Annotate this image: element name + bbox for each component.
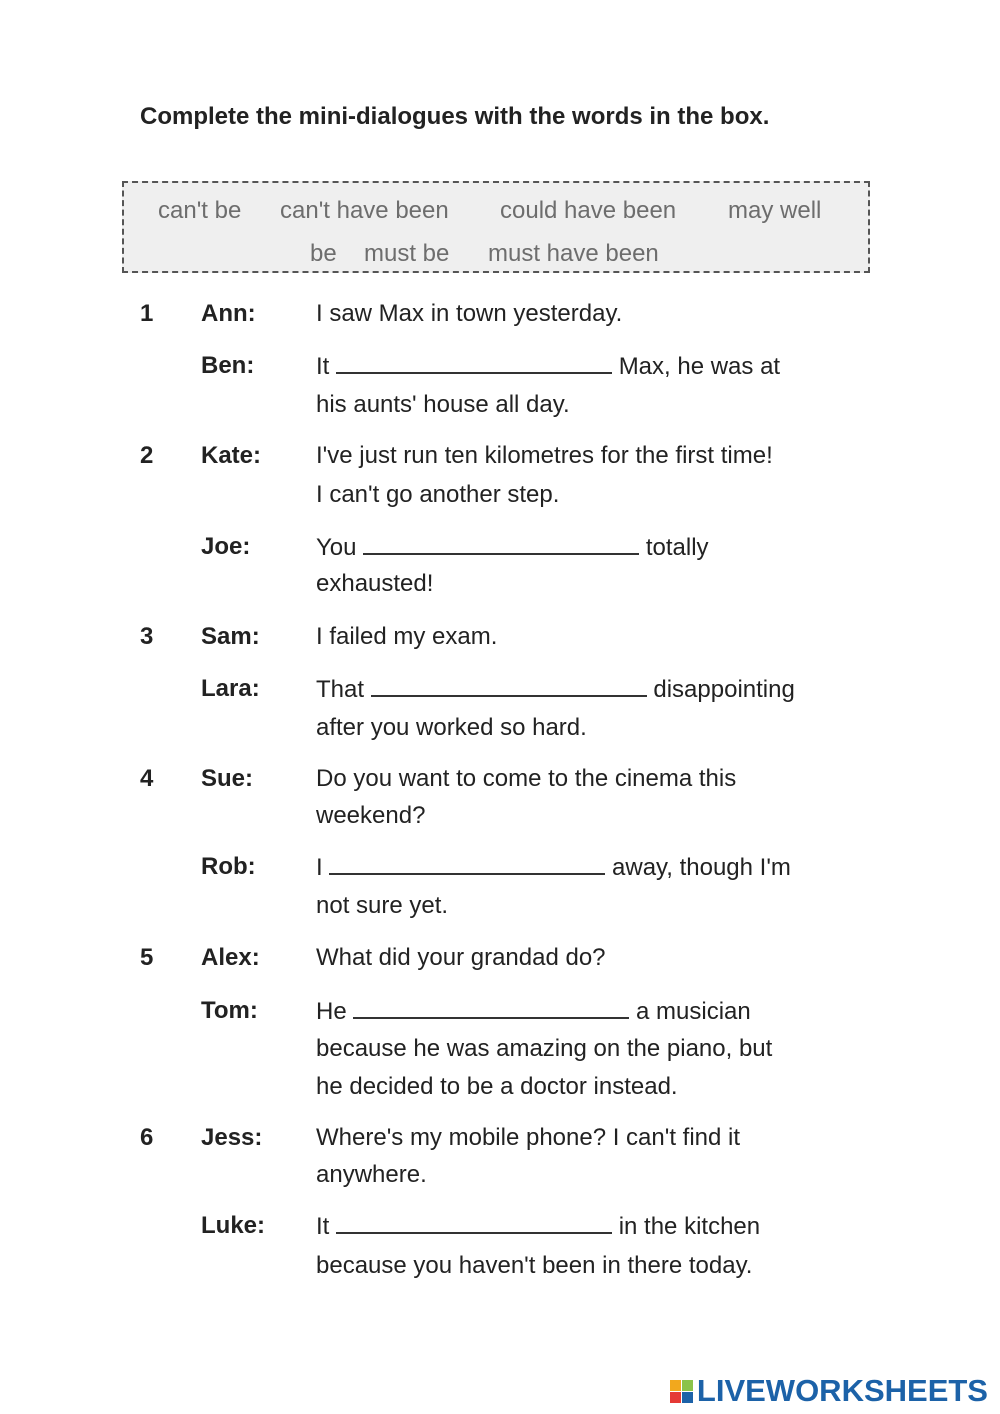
word-box (122, 181, 870, 273)
answer-blank[interactable] (363, 533, 639, 555)
dialogue-number: 6 (140, 1124, 154, 1151)
logo-square (682, 1380, 693, 1391)
gap-line (316, 853, 791, 882)
instructions: Complete the mini-dialogues with the words in the box. (140, 103, 770, 130)
gap-line (316, 675, 795, 704)
word-option: can't have been (280, 197, 449, 224)
gap-line (316, 997, 751, 1026)
gap-after-text: in the kitchen (618, 1213, 761, 1240)
answer-blank[interactable] (329, 853, 605, 875)
word-option-part1: may well (728, 197, 822, 224)
speaker-name: Rob: (201, 853, 256, 880)
dialogue-line: I saw Max in town yesterday. (316, 300, 623, 327)
speaker-name: Sam: (201, 623, 260, 650)
speaker-name: Tom: (201, 997, 258, 1024)
dialogue-number: 1 (140, 300, 154, 327)
gap-line (316, 352, 780, 381)
logo-square (670, 1392, 681, 1403)
speaker-name: Joe: (201, 533, 251, 560)
dialogue-line: anywhere. (316, 1161, 427, 1188)
dialogue-line: I failed my exam. (316, 623, 498, 650)
dialogue-line: I can't go another step. (316, 481, 560, 508)
gap-before-text: It (316, 1213, 330, 1240)
answer-blank[interactable] (336, 352, 612, 374)
gap-before-text: You (316, 534, 357, 561)
dialogue-number: 4 (140, 765, 154, 792)
dialogue-number: 2 (140, 442, 154, 469)
logo-square (670, 1380, 681, 1391)
word-option: must have been (488, 240, 659, 267)
speaker-name: Jess: (201, 1124, 263, 1151)
dialogue-line: his aunts' house all day. (316, 391, 570, 418)
gap-after-text: disappointing (653, 676, 795, 703)
dialogue-line: weekend? (316, 802, 426, 829)
word-option-part2: be (310, 240, 337, 267)
logo-square (682, 1392, 693, 1403)
speaker-name: Luke: (201, 1212, 266, 1239)
gap-before-text: He (316, 998, 347, 1025)
dialogue-line: because he was amazing on the piano, but (316, 1035, 773, 1062)
speaker-name: Sue: (201, 765, 254, 792)
dialogue-line: because you haven't been in there today. (316, 1252, 753, 1279)
word-option: could have been (500, 197, 677, 224)
gap-line (316, 533, 709, 562)
dialogue-line: not sure yet. (316, 892, 449, 919)
gap-after-text: totally (645, 534, 709, 561)
word-option: can't be (158, 197, 242, 224)
answer-blank[interactable] (336, 1212, 612, 1234)
dialogue-line: he decided to be a doctor instead. (316, 1073, 678, 1100)
word-option: must be (364, 240, 450, 267)
speaker-name: Ann: (201, 300, 256, 327)
answer-blank[interactable] (371, 675, 647, 697)
dialogue-line: Do you want to come to the cinema this (316, 765, 737, 792)
dialogue-line: I've just run ten kilometres for the first time! (316, 442, 773, 469)
gap-after-text: away, though I'm (612, 854, 791, 881)
dialogue-number: 5 (140, 944, 154, 971)
dialogue-line: What did your grandad do? (316, 944, 606, 971)
gap-before-text: I (316, 854, 323, 881)
brand-logo (670, 1373, 988, 1409)
gap-before-text: That (316, 676, 365, 703)
answer-blank[interactable] (353, 997, 629, 1019)
gap-before-text: It (316, 353, 330, 380)
gap-after-text: Max, he was at (618, 353, 781, 380)
speaker-name: Lara: (201, 675, 260, 702)
dialogue-line: Where's my mobile phone? I can't find it (316, 1124, 741, 1151)
gap-line (316, 1212, 760, 1241)
dialogue-number: 3 (140, 623, 154, 650)
brand-name: LIVEWORKSHEETS (696, 1373, 988, 1408)
speaker-name: Alex: (201, 944, 260, 971)
dialogue-line: after you worked so hard. (316, 714, 587, 741)
speaker-name: Ben: (201, 352, 255, 379)
speaker-name: Kate: (201, 442, 262, 469)
dialogue-line: exhausted! (316, 570, 434, 597)
gap-after-text: a musician (636, 998, 751, 1025)
liveworksheets-logo-icon (670, 1380, 693, 1403)
